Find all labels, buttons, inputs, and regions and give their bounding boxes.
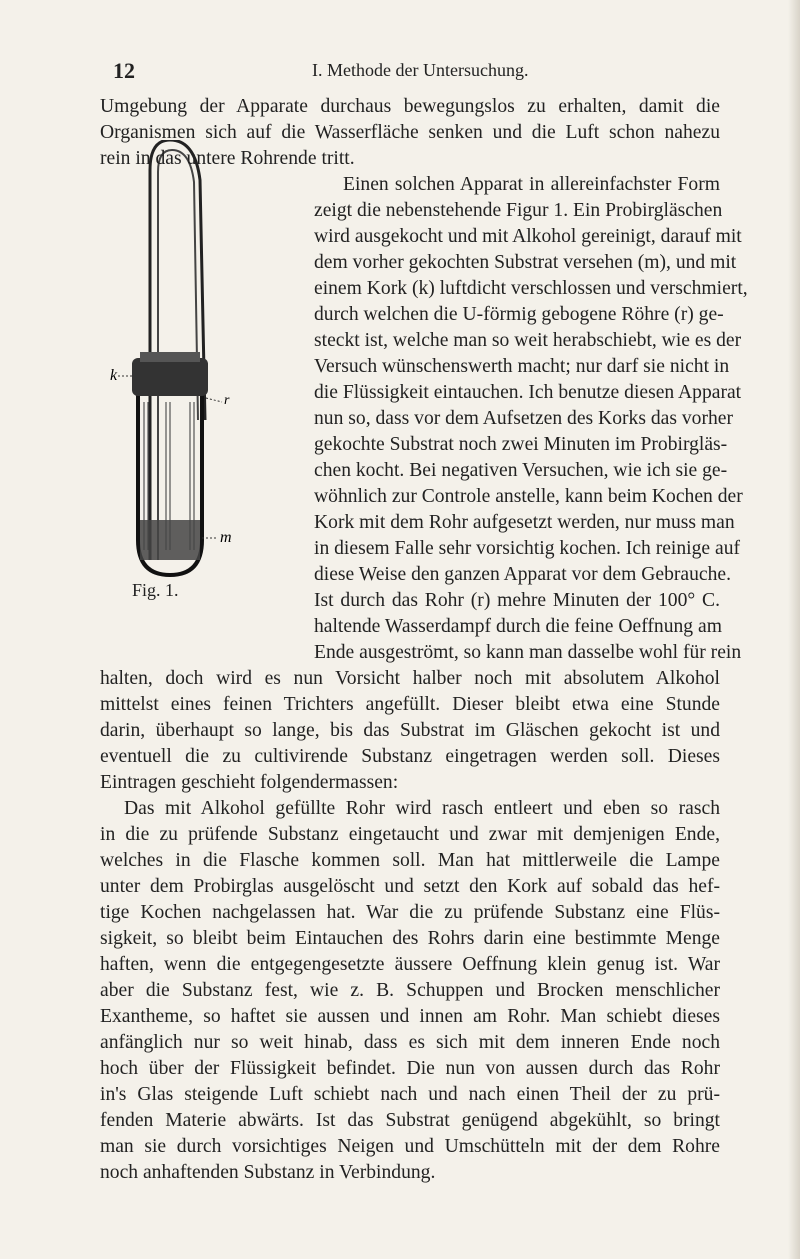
text-line: welches in die Flasche kommen soll. Man hat mittlerweile die Lampe	[100, 850, 720, 871]
text-line: haften, wenn die entgegengesetzte äussere Oeffnung klein genug ist. War	[100, 954, 720, 975]
text-line: halten, doch wird es nun Vorsicht halber noch mit absolutem Alkohol	[100, 668, 720, 689]
text-line: darin, überhaupt so lange, bis das Substrat im Gläschen gekocht ist und	[100, 720, 720, 741]
text-line: in's Glas steigende Luft schiebt nach und nach einen Theil der zu prü-	[100, 1084, 720, 1105]
text-line: noch anhaftenden Substanz in Verbindung.	[100, 1162, 436, 1183]
text-line: Ist durch das Rohr (r) mehre Minuten der 100° C.	[314, 590, 720, 611]
text-line: einem Kork (k) luftdicht verschlossen und verschmiert,	[314, 278, 748, 299]
label-k: k	[110, 367, 118, 384]
text-line: Ende ausgeströmt, so kann man dasselbe wohl für rein	[314, 642, 742, 663]
text-line: zeigt die nebenstehende Figur 1. Ein Probirgläschen	[314, 200, 723, 221]
text-line: Kork mit dem Rohr aufgesetzt werden, nur muss man	[314, 512, 735, 533]
label-r: r	[224, 393, 230, 408]
text-line: chen kocht. Bei negativen Versuchen, wie ich sie ge-	[314, 460, 728, 481]
text-line: wird ausgekocht und mit Alkohol gereinigt, darauf mit	[314, 226, 742, 247]
text-line: eventuell die zu cultivirende Substanz eingetragen werden soll. Dieses	[100, 746, 720, 767]
text-line: die Flüssigkeit eintauchen. Ich benutze diesen Apparat	[314, 382, 742, 403]
text-line: in die zu prüfende Substanz eingetaucht und zwar mit demjenigen Ende,	[100, 824, 720, 845]
figure-1	[110, 140, 280, 710]
text-line: unter dem Probirglas ausgelöscht und setzt den Kork auf sobald das hef-	[100, 876, 720, 897]
text-line: steckt ist, welche man so weit herabschiebt, wie es der	[314, 330, 742, 351]
text-line: diese Weise den ganzen Apparat vor dem Gebrauche.	[314, 564, 731, 585]
text-line: hoch über der Flüssigkeit befindet. Die nun von aussen durch das Rohr	[100, 1058, 720, 1079]
text-line: nun so, dass vor dem Aufsetzen des Korks das vorher	[314, 408, 734, 429]
text-line: gekochte Substrat noch zwei Minuten im Probirgläs-	[314, 434, 728, 455]
text-line: in diesem Falle sehr vorsichtig kochen. Ich reinige auf	[314, 538, 741, 559]
text-line: Exantheme, so haftet sie aussen und innen am Rohr. Man schiebt dieses	[100, 1006, 720, 1027]
text-line: wöhnlich zur Controle anstelle, kann beim Kochen der	[314, 486, 743, 507]
text-line: tige Kochen nachgelassen hat. War die zu prüfende Substanz eine Flüs-	[100, 902, 720, 923]
apparatus-illustration	[110, 140, 280, 580]
text-line: mittelst eines feinen Trichters angefüllt. Dieser bleibt etwa eine Stunde	[100, 694, 720, 715]
page-header	[0, 58, 800, 82]
text-line: fenden Materie abwärts. Ist das Substrat genügend abgekühlt, so bringt	[100, 1110, 720, 1131]
cork-shape	[132, 358, 208, 396]
label-m: m	[220, 529, 232, 546]
text-line: Umgebung der Apparate durchaus bewegungslos zu erhalten, damit die	[100, 96, 720, 117]
text-line: Einen solchen Apparat in allereinfachster Form	[343, 174, 720, 195]
text-line: man sie durch vorsichtiges Neigen und Umschütteln mit der dem Rohre	[100, 1136, 720, 1157]
text-line: Versuch wünschenswerth macht; nur darf sie nicht in	[314, 356, 730, 377]
page-number: 12	[113, 58, 135, 83]
text-line: Organismen sich auf die Wasserfläche senken und die Luft schon nahezu	[100, 122, 720, 143]
text-line: rein in das untere Rohrende tritt.	[100, 148, 355, 169]
text-line: anfänglich nur so weit hinab, dass es sich mit dem inneren Ende noch	[100, 1032, 720, 1053]
text-line: durch welchen die U-förmig gebogene Röhre (r) ge-	[314, 304, 724, 325]
text-line: Das mit Alkohol gefüllte Rohr wird rasch entleert und eben so rasch	[124, 798, 720, 819]
text-line: Eintragen geschieht folgendermassen:	[100, 772, 399, 793]
text-line: aber die Substanz fest, wie z. B. Schuppen und Brocken menschlicher	[100, 980, 720, 1001]
figure-caption: Fig. 1.	[132, 580, 179, 600]
text-line: dem vorher gekochten Substrat versehen (m), und mit	[314, 252, 737, 273]
running-head: I. Methode der Untersuchung.	[312, 60, 529, 80]
substrate-shape	[140, 520, 200, 560]
text-line: sigkeit, so bleibt beim Eintauchen des Rohrs darin eine bestimmte Menge	[100, 928, 720, 949]
page-edge-shadow	[788, 0, 800, 1259]
text-line: haltende Wasserdampf durch die feine Oeffnung am	[314, 616, 722, 637]
